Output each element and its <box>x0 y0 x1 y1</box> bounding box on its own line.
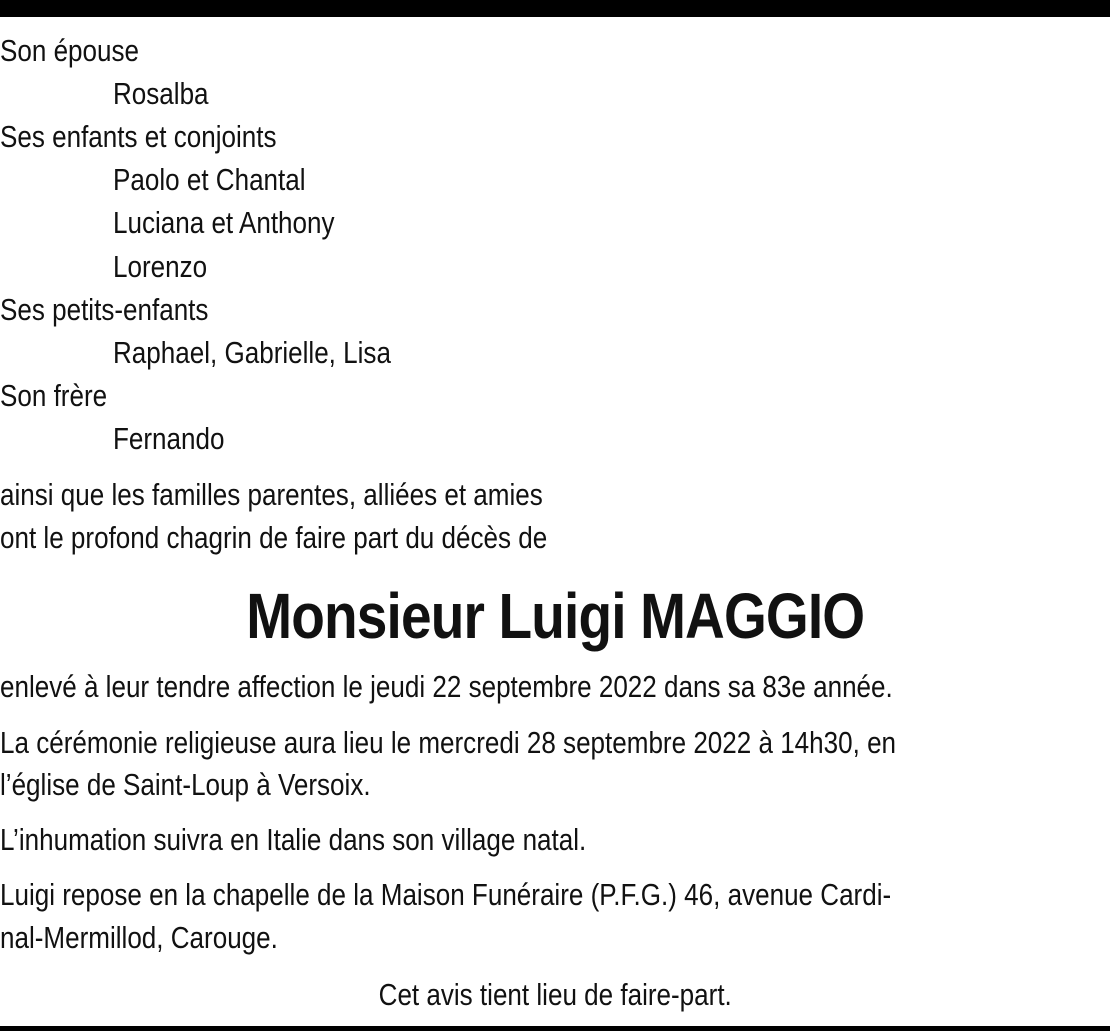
announcement-line: ainsi que les familles parentes, alliées et amies <box>0 477 543 512</box>
ceremony-line: La cérémonie religieuse aura lieu le mercredi 28 septembre 2022 à 14h30, en <box>0 725 897 760</box>
announcement-line: ont le profond chagrin de faire part du décès de <box>0 520 548 555</box>
top-rule <box>0 0 1110 17</box>
closing-note <box>0 975 1110 1015</box>
spouse-heading: Son épouse <box>0 33 140 68</box>
death-notice: enlevé à leur tendre affection le jeudi 22 septembre 2022 dans sa 83e année. <box>0 669 893 704</box>
grandchildren-heading: Ses petits-enfants <box>0 292 209 327</box>
brother-name: Fernando <box>113 421 225 456</box>
children-heading: Ses enfants et conjoints <box>0 119 277 154</box>
burial-notice: L’inhumation suivra en Italie dans son village natal. <box>0 822 587 857</box>
closing-note-text: Cet avis tient lieu de faire-part. <box>378 977 732 1012</box>
child-name: Luciana et Anthony <box>113 205 335 240</box>
spouse-name: Rosalba <box>113 76 209 111</box>
repose-line: Luigi repose en la chapelle de la Maison Funéraire (P.F.G.) 46, avenue Cardi- <box>0 877 892 912</box>
deceased-name <box>0 578 1110 654</box>
brother-heading: Son frère <box>0 378 108 413</box>
child-name: Paolo et Chantal <box>113 162 306 197</box>
repose-line: nal-Mermillod, Carouge. <box>0 920 278 955</box>
deceased-name-text: Monsieur Luigi MAGGIO <box>246 580 864 652</box>
bottom-rule <box>0 1026 1110 1031</box>
child-name: Lorenzo <box>113 249 208 284</box>
ceremony-line: l’église de Saint-Loup à Versoix. <box>0 767 371 802</box>
grandchildren-names: Raphael, Gabrielle, Lisa <box>113 335 391 370</box>
